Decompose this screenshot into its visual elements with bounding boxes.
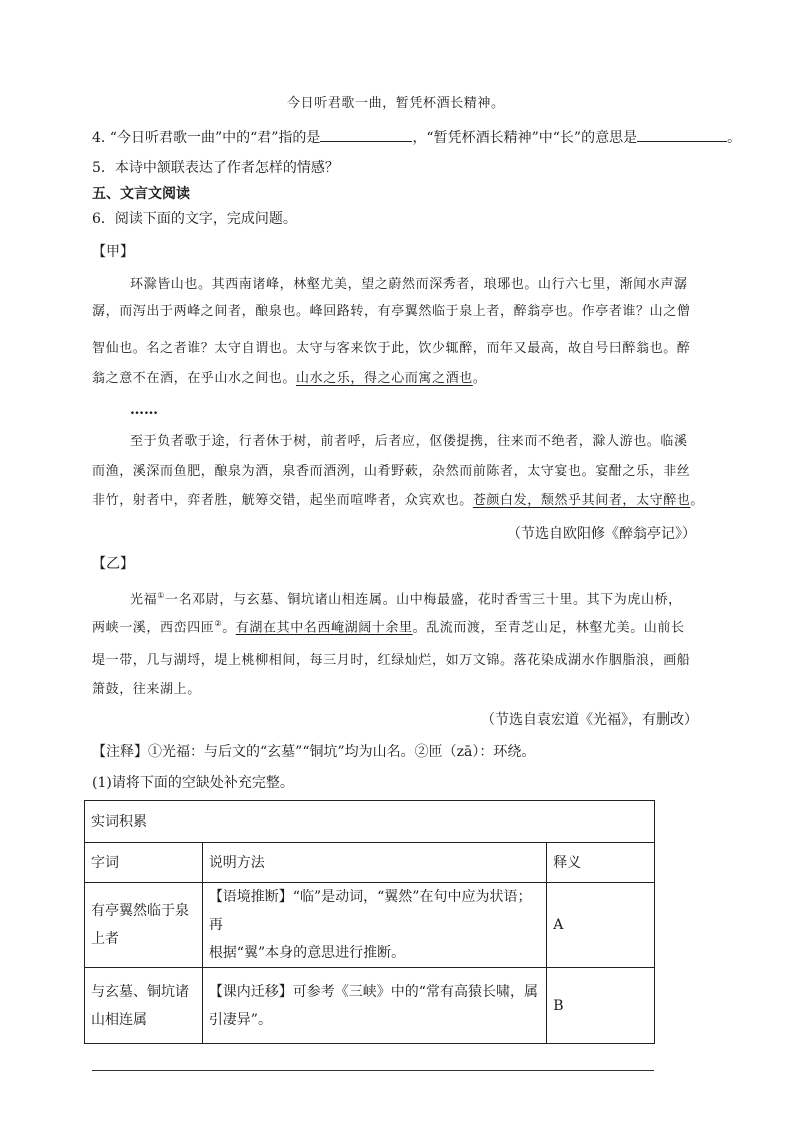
underlined-sentence: 山水之乐，得之心而寓之酒也 [296, 371, 473, 386]
jia-line-1: 环滁皆山也。其西南诸峰，林壑尤美，望之蔚然而深秀者，琅琊也。山行六七里，渐闻水声潺 [130, 277, 688, 292]
table-header: 释义 [547, 843, 655, 883]
jia-line-6: 而渔，溪深而鱼肥，酿泉为酒，泉香而酒洌，山肴野蔌，杂然而前陈者，太守宴也。宴酣之乐，非丝 [92, 464, 691, 479]
cell-text: 【语境推断】“临”是动词，“翼然”在句中应为状语；再 [208, 889, 532, 933]
answer-line[interactable] [92, 1070, 654, 1071]
yi-line-4: 箫鼓，往来湖上。 [92, 682, 201, 697]
answer-cell[interactable]: B [547, 968, 655, 1044]
cell-text: 【课内迁移】可参考《三峡》中的“常有高猿长啸，属 [208, 983, 538, 1000]
poem-last-line: 今日听君歌一曲，暂凭杯酒长精神。 [287, 96, 505, 111]
punct: 。 [690, 493, 705, 508]
q4-part-a: 4. “今日听君歌一曲”中的“君”指的是 [92, 130, 321, 146]
cell-text: 引凄异”。 [208, 1011, 272, 1028]
q4-part-c: 。 [727, 130, 742, 146]
jia-line-4 [92, 369, 486, 389]
underlined-sentence: 苍颜白发，颓然乎其间者，太守醉也 [472, 493, 691, 508]
question-6: 6．阅读下面的文字，完成问题。 [92, 211, 297, 227]
table-row [85, 883, 655, 968]
q4-part-b: ，“暂凭杯酒长精神”中“长”的意思是 [412, 130, 638, 146]
annotation-note: 【注释】①光福：与后文的“玄墓”“铜坑”均为山名。②匝（zā）：环绕。 [92, 744, 536, 760]
passage-label-jia: 【甲】 [92, 244, 134, 260]
yi-text: 一名邓尉，与玄墓、铜坑诸山相连属。山中梅最盛，花时香雪三十里。其下为虎山桥， [164, 592, 682, 608]
table-header: 说明方法 [202, 843, 546, 883]
table-header: 字词 [85, 843, 203, 883]
jia-line-7 [92, 491, 704, 511]
punct: 。 [472, 371, 487, 386]
table-row [85, 968, 655, 1044]
yi-line-3: 堤一带，几与湖埒，堤上桃柳相间，每三月时，红绿灿烂，如万文锦。落花染成湖水作胭脂浪，画船 [92, 653, 691, 668]
answer-blank[interactable] [320, 127, 412, 142]
jia-line-4-text: 翁之意不在酒，在乎山水之间也。 [92, 371, 297, 386]
jia-source: （节选自欧阳修《醉翁亭记》） [507, 526, 696, 542]
passage-label-yi: 【乙】 [92, 556, 134, 572]
method-cell [202, 883, 546, 968]
vocab-table [84, 800, 655, 1044]
cell-text: 上者 [91, 931, 119, 947]
cell-text: 有亭翼然临于泉 [91, 903, 189, 919]
jia-line-7-text: 非竹，射者中，弈者胜，觥筹交错，起坐而喧哗者，众宾欢也。 [92, 493, 473, 508]
word-cell [85, 968, 203, 1044]
yi-text: 两峡一溪，西峦四匝 [92, 620, 215, 636]
method-cell [202, 968, 546, 1044]
subquestion-1: (1)请将下面的空缺处补充完整。 [92, 775, 294, 791]
yi-source: （节选自袁宏道《光福》，有删改） [481, 712, 698, 728]
cell-text: 与玄墓、铜坑诸 [91, 983, 189, 1000]
yi-text: 。乱流而渡，至青芝山足，林壑尤美。山前长 [412, 620, 685, 636]
table-title: 实词积累 [85, 801, 655, 843]
punct: 。 [222, 620, 236, 636]
footnote-mark: ② [214, 619, 223, 628]
jia-line-2: 潺，而泻出于两峰之间者，酿泉也。峰回路转，有亭翼然临于泉上者，醉翁亭也。作亭者谁？山之僧 [92, 304, 691, 319]
footnote-mark: ① [157, 591, 165, 600]
yi-line-2 [92, 614, 685, 638]
question-5: 5．本诗中颔联表达了作者怎样的情感？ [92, 160, 339, 176]
answer-blank[interactable] [637, 127, 727, 142]
yi-line-1 [130, 586, 682, 610]
ellipsis: …… [130, 402, 158, 418]
cell-text: 山相连属 [91, 1011, 147, 1028]
underlined-sentence: 有湖在其中名西崦湖阔十余里 [235, 620, 413, 636]
section-heading: 五、文言文阅读 [92, 186, 190, 202]
word-cell [85, 883, 203, 968]
jia-line-5: 至于负者歌于途，行者休于树，前者呼，后者应，伛偻提携，往来而不绝者，滁人游也。临溪 [130, 434, 688, 449]
cell-text: 根据“翼”本身的意思进行推断。 [208, 945, 406, 961]
question-4 [92, 127, 741, 148]
yi-text: 光福 [130, 592, 158, 608]
answer-cell[interactable]: A [547, 883, 655, 968]
jia-line-3: 智仙也。名之者谁？太守自谓也。太守与客来饮于此，饮少辄醉，而年又最高，故自号曰醉翁也。醉 [92, 341, 691, 356]
